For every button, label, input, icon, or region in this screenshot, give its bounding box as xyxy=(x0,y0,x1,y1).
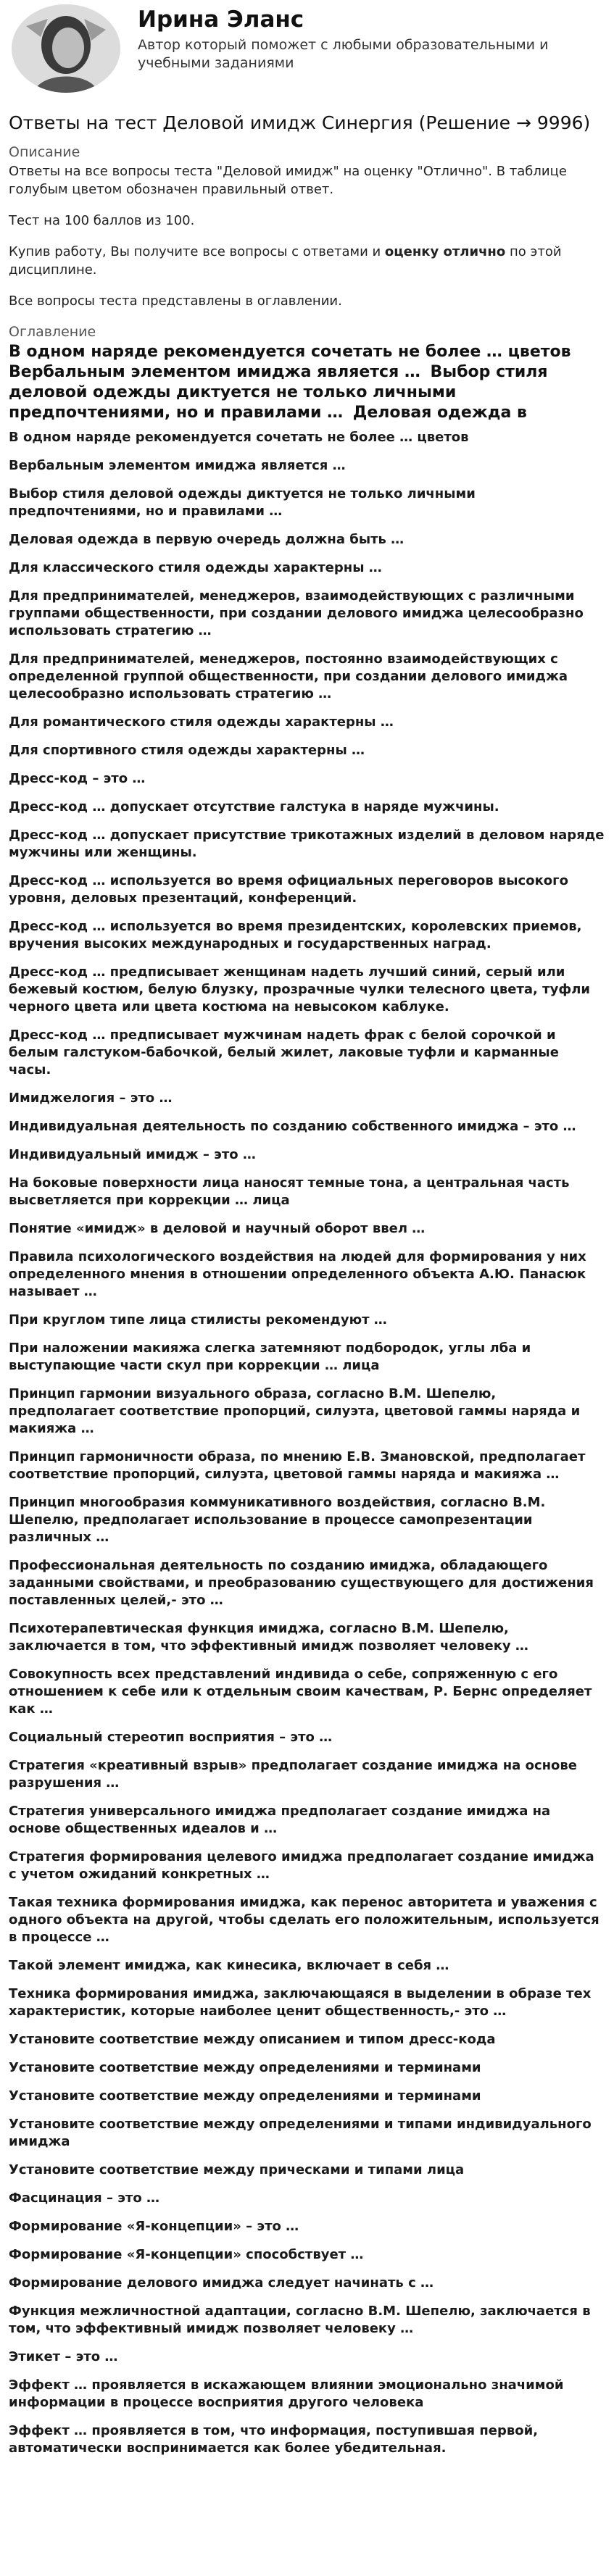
question-item[interactable]: Дресс-код … используется во время официальных переговоров высокого уровня, деловых презентаций, конференций. xyxy=(9,873,568,906)
question-item[interactable]: Совокупность всех представлений индивида о себе, сопряженную с его отношением к себе или к отдельным своим качествам, Р. Бернс определяет как … xyxy=(9,1667,592,1717)
question-item[interactable]: Эффект … проявляется в искажающем влиянии эмоционально значимой информации в процессе восприятия другого человека xyxy=(9,2377,564,2410)
toc-item[interactable]: Вербальным элементом имиджа является … xyxy=(9,363,420,381)
description-p2: Тест на 100 баллов из 100. xyxy=(9,213,195,228)
question-item[interactable]: Для спортивного стиля одежды характерны … xyxy=(9,743,365,758)
question-item[interactable]: Выбор стиля деловой одежды диктуется не только личными предпочтениями, но и правилами … xyxy=(9,486,476,519)
toc-item[interactable]: Деловая одежда в xyxy=(352,404,527,422)
question-item[interactable]: Деловая одежда в первую очередь должна быть … xyxy=(9,532,405,547)
question-item[interactable]: При круглом типе лица стилисты рекомендуют … xyxy=(9,1312,387,1327)
toc-item[interactable]: В одном наряде рекомендуется сочетать не более … цветов xyxy=(9,343,571,361)
question-item[interactable]: Дресс-код … предписывает мужчинам надеть фрак с белой сорочкой и белым галстуком-бабочкой, белый жилет, лаковые туфли и карманные часы. xyxy=(9,1028,559,1077)
toc-label: Оглавление xyxy=(9,324,96,340)
question-item[interactable]: Принцип гармоничности образа, по мнению Е.В. Змановской, предполагает соответствие пропорций, силуэта, цветовой гаммы наряда и макияжа … xyxy=(9,1449,586,1482)
question-item[interactable]: Формирование «Я-концепции» способствует … xyxy=(9,2247,364,2262)
question-item[interactable]: Психотерапевтическая функция имиджа, согласно В.М. Шепелю, заключается в том, что эффективный имидж позволяет человеку … xyxy=(9,1621,528,1654)
question-item[interactable]: В одном наряде рекомендуется сочетать не более … цветов xyxy=(9,430,469,445)
question-item[interactable]: Для предпринимателей, менеджеров, взаимодействующих с различными группами общественности, при создании делового имиджа целесообразно использовать стратегию … xyxy=(9,588,584,638)
question-item[interactable]: Формирование «Я-концепции» – это … xyxy=(9,2219,299,2234)
question-item[interactable]: Стратегия «креативный взрыв» предполагает создание имиджа на основе разрушения … xyxy=(9,1758,578,1791)
question-item[interactable]: Дресс-код … допускает отсутствие галстука в наряде мужчины. xyxy=(9,799,499,814)
description-p3-post: по этой дисциплине. xyxy=(9,244,562,278)
question-item[interactable]: Индивидуальный имидж – это … xyxy=(9,1147,256,1162)
question-item[interactable]: Эффект … проявляется в том, что информация, поступившая первой, автоматически воспринимается как более убедительная. xyxy=(9,2423,539,2456)
question-item[interactable]: Установите соответствие между определениями и типами индивидуального имиджа xyxy=(9,2117,592,2149)
question-item[interactable]: Индивидуальная деятельность по созданию собственного имиджа – это … xyxy=(9,1119,576,1134)
author-block xyxy=(9,4,605,101)
question-item[interactable]: Вербальным элементом имиджа является … xyxy=(9,458,346,473)
question-item[interactable]: Стратегия универсального имиджа предполагает создание имиджа на основе общественных идеалов и … xyxy=(9,1804,551,1836)
question-item[interactable]: Техника формирования имиджа, заключающаяся в выделении в образе тех характеристик, которые наиболее ценит общественность,- это … xyxy=(9,1986,592,2019)
question-item[interactable]: Имиджелогия – это … xyxy=(9,1091,173,1106)
question-item[interactable]: Стратегия формирования целевого имиджа предполагает создание имиджа с учетом ожиданий конкретных … xyxy=(9,1849,594,1882)
toc xyxy=(9,342,605,423)
question-item[interactable]: Установите соответствие между определениями и терминами xyxy=(9,2088,481,2104)
question-item[interactable]: Для классического стиля одежды характерны … xyxy=(9,560,382,575)
question-list xyxy=(9,429,605,2457)
question-item[interactable]: Правила психологического воздействия на людей для формирования у них определенного мнения в отношении определенного объекта А.Ю. Панасюк называет … xyxy=(9,1249,586,1299)
avatar[interactable] xyxy=(12,4,120,93)
question-item[interactable]: Функция межличностной адаптации, согласно В.М. Шепелю, заключается в том, что эффективный имидж позволяет человеку … xyxy=(9,2304,591,2336)
avatar-photo-icon xyxy=(12,4,120,93)
question-item[interactable]: Принцип многообразия коммуникативного воздействия, согласно В.М. Шепелю, предполагает использование в процессе самопрезентации различных … xyxy=(9,1495,546,1545)
description-p3-bold: оценку отлично xyxy=(384,244,506,259)
description-label: Описание xyxy=(9,144,80,160)
question-item[interactable]: Социальный стереотип восприятия – это … xyxy=(9,1730,333,1745)
question-item[interactable]: Дресс-код … используется во время президентских, королевских приемов, вручения высоких международных и государственных наград. xyxy=(9,919,582,951)
question-item[interactable]: Фасцинация – это … xyxy=(9,2191,159,2206)
question-item[interactable]: Профессиональная деятельность по созданию имиджа, обладающего заданными свойствами, и преобразованию существующего для достижения поставленных целей,- это … xyxy=(9,1558,594,1608)
question-item[interactable]: Формирование делового имиджа следует начинать с … xyxy=(9,2275,434,2291)
author-info xyxy=(138,4,587,72)
question-item[interactable]: Установите соответствие между описанием и типом дресс-кода xyxy=(9,2032,496,2047)
question-item[interactable]: Для предпринимателей, менеджеров, постоянно взаимодействующих с определенной группой общественности, при создании делового имиджа целесообразно использовать стратегию … xyxy=(9,651,568,701)
author-bio: Автор который поможет с любыми образовательными и учебными заданиями xyxy=(138,37,549,71)
question-item[interactable]: Такой элемент имиджа, как кинесика, включает в себя … xyxy=(9,1958,449,1973)
question-item[interactable]: Этикет – это … xyxy=(9,2349,118,2364)
question-item[interactable]: Такая техника формирования имиджа, как перенос авторитета и уважения с одного объекта на другой, чтобы сделать его положительным, используется в процессе … xyxy=(9,1895,600,1945)
author-name[interactable]: Ирина Эланс xyxy=(138,7,304,33)
description-p4: Все вопросы теста представлены в оглавлении. xyxy=(9,293,342,309)
question-item[interactable]: Понятие «имидж» в деловой и научный оборот ввел … xyxy=(9,1221,426,1236)
question-item[interactable]: Дресс-код … предписывает женщинам надеть лучший синий, серый или бежевый костюм, белую блузку, прозрачные чулки телесного цвета, туфли черного цвета или цвета костюма на невысоком каблуке. xyxy=(9,964,590,1014)
description-p3 xyxy=(9,243,605,279)
toc-item[interactable]: Выбор стиля деловой одежды диктуется не только личными предпочтениями, но и правилами … xyxy=(9,363,548,422)
description-p3-pre: Купив работу, Вы получите все вопросы с ответами и xyxy=(9,244,385,259)
question-item[interactable]: Установите соответствие между определениями и терминами xyxy=(9,2060,481,2075)
question-item[interactable]: Принцип гармонии визуального образа, согласно В.М. Шепелю, предполагает соответствие пропорций, силуэта, цветовой гаммы наряда и макияжа … xyxy=(9,1386,581,1436)
question-item[interactable]: Для романтического стиля одежды характерны … xyxy=(9,714,394,730)
question-item[interactable]: Дресс-код – это … xyxy=(9,771,146,786)
question-item[interactable]: При наложении макияжа слегка затемняют подбородок, углы лба и выступающие части скул при коррекции … лица xyxy=(9,1341,531,1373)
question-item[interactable]: На боковые поверхности лица наносят темные тона, а центральная часть высветляется при коррекции … лица xyxy=(9,1175,570,1208)
question-item[interactable]: Дресс-код … допускает присутствие трикотажных изделий в деловом наряде мужчины или женщины. xyxy=(9,828,605,860)
description-p1: Ответы на все вопросы теста "Деловой имидж" на оценку "Отлично". В таблице голубым цветом обозначен правильный ответ. xyxy=(9,164,567,197)
question-item[interactable]: Установите соответствие между прическами и типами лица xyxy=(9,2162,465,2177)
page-title: Ответы на тест Деловой имидж Синергия (Решение → 9996) xyxy=(9,112,591,133)
